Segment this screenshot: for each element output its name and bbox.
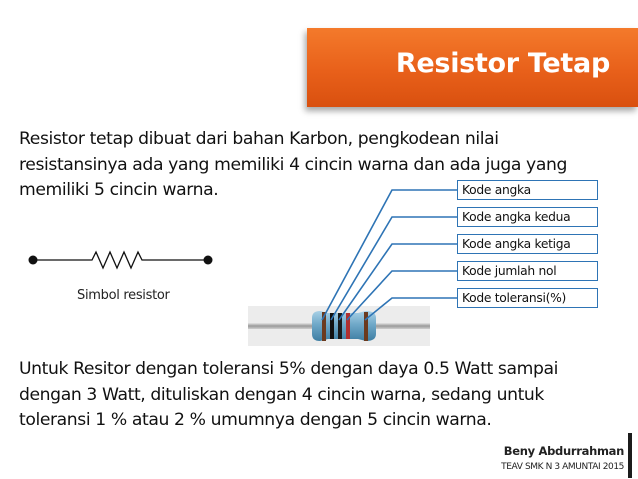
intro-line-2: resistansinya ada yang memiliki 4 cincin warna dan ada juga yang: [19, 154, 567, 175]
detail-line-3: toleransi 1 % atau 2 % umumnya dengan 5 cincin warna.: [19, 410, 492, 430]
leader-lines: [322, 190, 457, 320]
footer-school: TEAV SMK N 3 AMUNTAI 2015: [501, 462, 624, 472]
symbol-caption: Simbol resistor: [77, 288, 170, 303]
footer-author: Beny Abdurrahman: [503, 444, 624, 458]
legend-third-digit: Kode angka ketiga: [457, 234, 598, 254]
detail-line-1: Untuk Resitor dengan toleransi 5% dengan daya 0.5 Watt sampai: [19, 359, 558, 379]
footer-divider: [628, 433, 632, 478]
legend-multiplier: Kode jumlah nol: [457, 261, 598, 281]
slide-title: Resistor Tetap: [395, 48, 610, 79]
color-band-5: [364, 312, 368, 341]
intro-line-1: Resistor tetap dibuat dari bahan Karbon, pengkodean nilai: [19, 129, 499, 149]
detail-line-2: dengan 3 Watt, dituliskan dengan 4 cincin warna, sedang untuk: [19, 384, 544, 405]
legend-tolerance: Kode toleransi(%): [457, 288, 598, 308]
resistor-symbol: [29, 252, 213, 268]
resistor-photo: [312, 311, 376, 341]
intro-line-3: memiliki 5 cincin warna.: [19, 180, 219, 200]
resistor-lead-right: [372, 323, 430, 329]
legend-first-digit: Kode angka: [457, 180, 598, 200]
detail-paragraph: [19, 357, 619, 434]
legend-second-digit: Kode angka kedua: [457, 207, 598, 227]
resistor-lead-left: [248, 323, 316, 329]
